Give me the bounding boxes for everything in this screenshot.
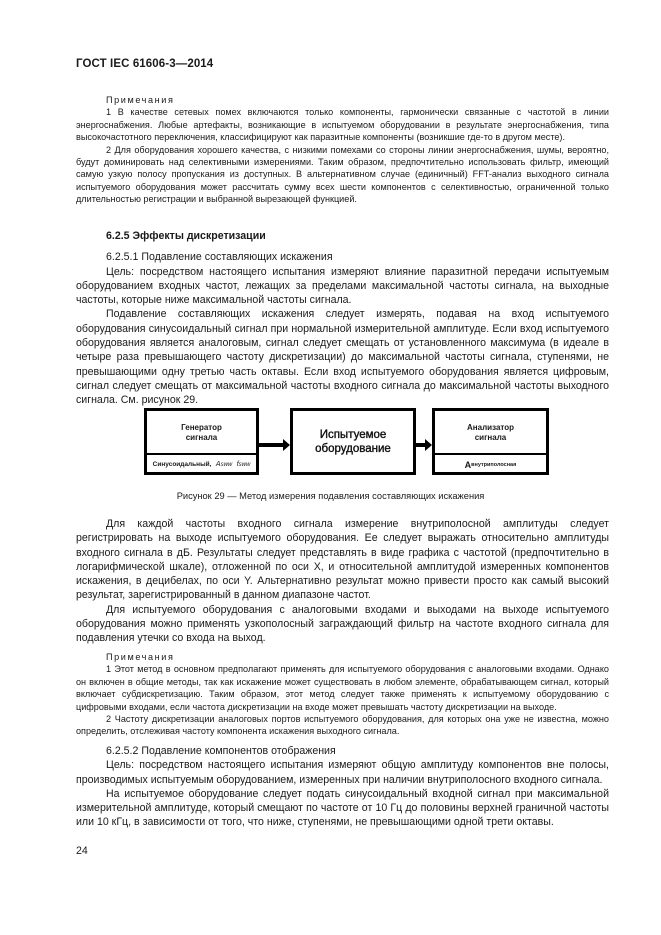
figure-caption: Рисунок 29 — Метод измерения подавления составляющих искажения (176, 491, 485, 501)
subsection-heading: 6.2.5.1 Подавление составляющих искажения (106, 251, 333, 264)
note-item: 1 В качестве сетевых помех включаются только компоненты, гармонически связанные с частотой в линии энергоснабжения. Любые артефакты, возникающие в испытуемом оборудовании в результате энергоснабжения, типа высокочастотного переключения, классифицируют как паразитные компоненты (возникшие где-то в другом месте). (76, 107, 609, 143)
arrow-right-icon (416, 443, 426, 447)
page-number: 24 (76, 845, 88, 857)
signal-generator-title: Генератор сигнала (181, 423, 222, 442)
document-id-header: ГОСТ IEC 61606-3—2014 (76, 58, 214, 70)
notes-title: Примечания (106, 95, 175, 105)
arrow-right-icon (259, 443, 284, 447)
notes-block-1 (76, 94, 609, 206)
paragraph: На испытуемое оборудование следует подать синусоидальный входной сигнал при максимальной измерительной амплитуде, который смещают по частоте от 10 Гц до половины верхней граничной частоты или 10 кГц, в зависимости от того, что ниже, ступенями, не превышающими одной трети октавы. (76, 787, 609, 829)
paragraph: Цель: посредством настоящего испытания измеряют общую амплитуду компонентов вне полосы, производимых испытуемым оборудованием, измеренных при наличии внутриполосного входного сигнала. (76, 759, 609, 786)
paragraph: Для испытуемого оборудования с аналоговыми входами и выходами на выходе испытуемого оборудования можно применять узкополосный заграждающий фильтр на частоте входного сигнала для подавления утечки со входа на выход. (76, 603, 609, 645)
signal-analyzer-box (432, 408, 549, 475)
equipment-under-test-label: Испытуемое оборудование (315, 428, 391, 455)
note-item: 2 Частоту дискретизации аналоговых портов испытуемого оборудования, для которых она уже не известна, можно определить, отслеживая частоту компонента искажения выходного сигнала. (76, 714, 609, 737)
note-item: 1 Этот метод в основном предполагают применять для испытуемого оборудования с аналоговыми входами. Однако он включен в общие методы, так как искажение может существовать в любом элементе, обрабатывающем сигнал, который включает субдискретизацию. Таким образом, этот метод следует также применять к испытуемому оборудованию с цифровыми входами, если частота дискретизации на входе может превышать частоту дискретизации на выходе. (76, 664, 609, 712)
section-6-2-5-2 (76, 744, 609, 830)
note-item: 2 Для оборудования хорошего качества, с низкими помехами со стороны линии энергоснабжения, шумы, вероятно, будут доминировать над селективными измерениями. Таким образом, предпочтительно использовать фильтр, имеющий самую узкую полосу пропускания из доступных. В альтернативном случае (единичный) FFT-анализ выходного сигнала испытуемого оборудования может рассчитать сумму всех шести компонентов с селективностью, ограниченной только длительностью регистрации и выбранной вырезающей функцией. (76, 144, 609, 205)
notes-block-2 (76, 651, 609, 738)
signal-analyzer-title: Анализатор сигнала (467, 423, 514, 442)
equipment-under-test-box (290, 408, 416, 475)
section-6-2-5 (76, 229, 609, 408)
paragraph: Для каждой частоты входного сигнала измерение внутриполосной амплитуды следует регистрировать на выходе испытуемого оборудования. Ее следует выражать относительно амплитуды входного сигнала в дБ. Результаты следует представлять в виде графика с частотой (предпочтительно в логарифмической шкале), отложенной по оси X, и относительной амплитудой измеренных компонентов искажения, в децибелах, по оси Y. Альтернативно результат можно привести просто как самый высокий результат, зарегистрированный в данном диапазоне частот. (76, 518, 609, 602)
signal-generator-box (144, 408, 259, 475)
subsection-heading: 6.2.5.2 Подавление компонентов отображения (106, 745, 336, 757)
signal-analyzer-params: A внутриполосная (464, 459, 517, 470)
section-heading: 6.2.5 Эффекты дискретизации (106, 230, 266, 242)
notes-title: Примечания (106, 652, 175, 662)
after-figure-text (76, 517, 609, 646)
paragraph: Цель: посредством настоящего испытания измеряют влияние паразитной передачи испытуемым оборудованием входных частот, лежащих за пределами максимальной частоты сигнала, на выходные частоты, которые ниже максимальной частоты сигнала. (76, 265, 609, 307)
paragraph: Подавление составляющих искажения следует измерять, подавая на вход испытуемого оборудования синусоидальный сигнал при нормальной измерительной амплитуде. Если вход испытуемого оборудования является аналоговым, сигнал следует смещать от установленного максимума (в идеале в четыре раза превышающего частоту дискретизации) до максимальной частоты сигнала, ступенями, не превышающими одну третью часть октавы. Если вход испытуемого оборудования является цифровым, сигнал следует смещать от максимальной частоты входного сигнала до максимальной частоты выходного сигнала. См. рисунок 29. (76, 308, 609, 407)
signal-generator-params: Синусоидальный, A sww f sww (152, 461, 251, 468)
